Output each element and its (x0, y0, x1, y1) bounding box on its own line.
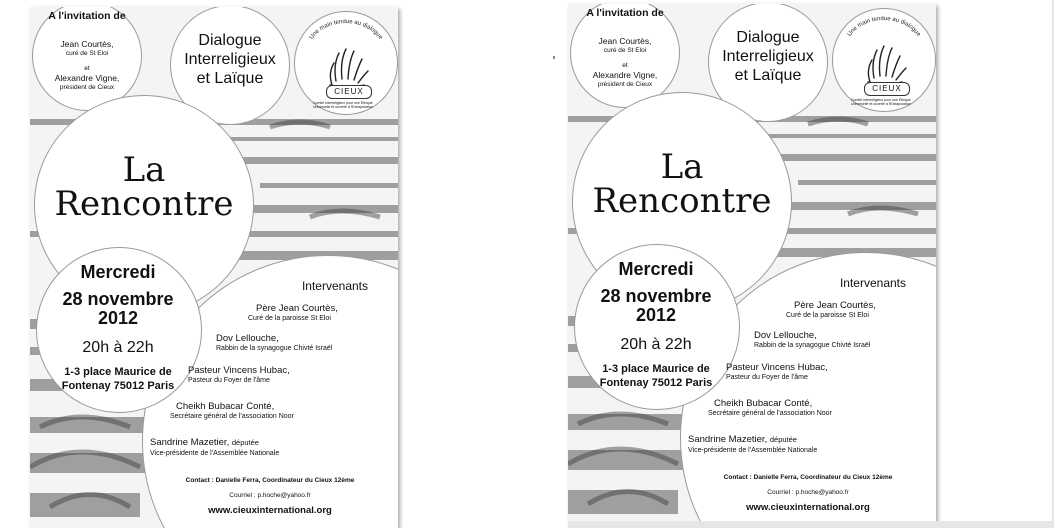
speaker-role: Pasteur du Foyer de l'âme (188, 377, 270, 384)
speakers-heading: Intervenants (839, 276, 906, 290)
invitation-heading: A l'invitation de (48, 10, 126, 22)
speaker-role: Rabbin de la synagogue Chivté Israël (216, 345, 333, 352)
speaker-role: Pasteur du Foyer de l'âme (726, 374, 808, 381)
dialogue-heading: Dialogue Interreligieux et Laïque (722, 29, 814, 85)
event-date: 28 novembre (62, 289, 174, 309)
speaker-name: Cheikh Bubacar Conté, (714, 398, 813, 409)
speaker-role: Vice-présidente de l'Assemblée Nationale (150, 450, 280, 457)
speaker-role: Vice-présidente de l'Assemblée Nationale (688, 447, 818, 454)
title-line1: La (122, 150, 166, 190)
host2-name: Alexandre Vigne, (592, 70, 658, 80)
speaker-name (150, 437, 259, 448)
svg-text:Une main tendue au dialogue: Une main tendue au dialogue (308, 19, 384, 41)
contact-line: Contact : Danielle Ferra, Coordinateur du Cieux 12ème (723, 474, 893, 481)
event-address: 1-3 place Maurice de Fontenay 75012 Paris (599, 363, 713, 390)
speaker-name: Père Jean Courtès, (256, 303, 338, 314)
hand-logo-icon (862, 42, 908, 86)
website-line: www.cieuxinternational.org (208, 505, 332, 516)
event-date: 28 novembre (600, 286, 712, 306)
email-line: Courriel : p.hoche@yahoo.fr (767, 489, 849, 496)
event-time: 20h à 22h (82, 339, 154, 356)
event-year: 2012 (635, 305, 677, 325)
host2-name: Alexandre Vigne, (54, 73, 120, 83)
divider-mark (553, 56, 555, 59)
host1-name: Jean Courtès, (598, 36, 652, 46)
viewer-bottom-edge (568, 521, 1054, 528)
speaker-name: Pasteur Vincens Hubac, (188, 365, 290, 376)
event-time: 20h à 22h (620, 336, 692, 353)
event-day: Mercredi (80, 262, 156, 282)
logo-tagline: Comité Interreligieux pour une Éthique Universelle et ouverte à l'Extrapolation (851, 98, 911, 107)
host2-role: président de Cieux (59, 84, 115, 91)
hand-logo-icon (324, 45, 370, 89)
email-line: Courriel : p.hoche@yahoo.fr (229, 492, 311, 499)
speaker-name: Dov Lellouche, (754, 330, 817, 341)
title-line1: La (660, 147, 704, 187)
poster-title (46, 150, 242, 224)
hosts-conjunction: et (622, 62, 628, 69)
speaker-suffix: députée (769, 435, 797, 444)
speaker-role: Secrétaire général de l'association Noor (708, 410, 832, 417)
speaker-name-text: Sandrine Mazetier, (150, 437, 230, 448)
speaker-role: Secrétaire général de l'association Noor (170, 413, 294, 420)
event-day: Mercredi (618, 259, 694, 279)
poster-title (584, 147, 780, 221)
host2-role: président de Cieux (597, 81, 653, 88)
title-line2: Rencontre (592, 181, 772, 221)
speaker-name: Pasteur Vincens Hubac, (726, 362, 828, 373)
website-line: www.cieuxinternational.org (746, 502, 870, 513)
speaker-role: Curé de la paroisse St Eloi (248, 315, 331, 322)
dialogue-heading: Dialogue Interreligieux et Laïque (184, 32, 276, 88)
speakers-heading: Intervenants (301, 279, 368, 293)
host1-role: curé de St Eloi (603, 47, 647, 54)
speaker-name: Dov Lellouche, (216, 333, 279, 344)
speaker-name-text: Sandrine Mazetier, (688, 434, 768, 445)
host1-name: Jean Courtès, (60, 39, 114, 49)
event-address: 1-3 place Maurice de Fontenay 75012 Paris (61, 366, 175, 393)
speaker-name: Cheikh Bubacar Conté, (176, 401, 275, 412)
speaker-role: Curé de la paroisse St Eloi (786, 312, 869, 319)
contact-line: Contact : Danielle Ferra, Coordinateur du Cieux 12ème (185, 477, 355, 484)
logo-tagline: Comité Interreligieux pour une Éthique Universelle et ouverte à l'Extrapolation (313, 101, 373, 110)
poster-right (568, 4, 936, 525)
title-line2: Rencontre (54, 184, 234, 224)
speaker-name (688, 434, 797, 445)
speaker-role: Rabbin de la synagogue Chivté Israël (754, 342, 871, 349)
invitation-heading: A l'invitation de (586, 7, 664, 19)
event-year: 2012 (97, 308, 139, 328)
svg-text:Une main tendue au dialogue: Une main tendue au dialogue (846, 16, 922, 38)
logo-name: CIEUX (864, 82, 910, 96)
speaker-name: Père Jean Courtès, (794, 300, 876, 311)
logo-name: CIEUX (326, 85, 372, 99)
host1-role: curé de St Eloi (65, 50, 109, 57)
speaker-suffix: députée (231, 438, 259, 447)
poster-left (30, 7, 398, 528)
hosts-conjunction: et (84, 65, 90, 72)
